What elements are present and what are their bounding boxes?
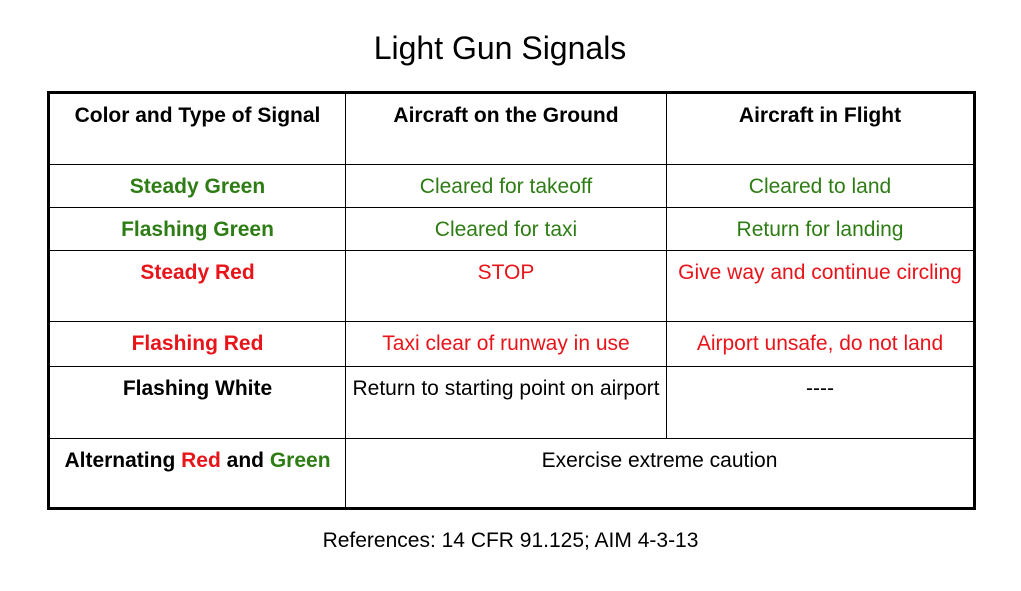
signal-cell: Steady Red bbox=[49, 251, 346, 322]
ground-cell: Cleared for takeoff bbox=[346, 165, 667, 208]
header-signal: Color and Type of Signal bbox=[49, 93, 346, 165]
flight-cell: Return for landing bbox=[667, 208, 975, 251]
signal-cell: Flashing Green bbox=[49, 208, 346, 251]
table-row-steady-green bbox=[49, 165, 975, 208]
table-row-flashing-white bbox=[49, 367, 975, 439]
flight-cell: Give way and continue circling bbox=[667, 251, 975, 322]
ground-cell: Taxi clear of runway in use bbox=[346, 322, 667, 367]
ground-cell: STOP bbox=[346, 251, 667, 322]
combined-cell: Exercise extreme caution bbox=[346, 439, 975, 509]
signal-cell: Flashing Red bbox=[49, 322, 346, 367]
table-row-steady-red bbox=[49, 251, 975, 322]
table-row-flashing-green bbox=[49, 208, 975, 251]
light-gun-signals-table bbox=[47, 91, 976, 510]
signal-text-part: Alternating bbox=[64, 449, 182, 472]
references: References: 14 CFR 91.125; AIM 4-3-13 bbox=[322, 529, 699, 552]
ground-cell: Return to starting point on airport bbox=[346, 367, 667, 439]
page-title: Light Gun Signals bbox=[373, 30, 627, 66]
signal-text-green: Green bbox=[269, 449, 331, 472]
signal-cell: Steady Green bbox=[49, 165, 346, 208]
header-flight: Aircraft in Flight bbox=[667, 93, 975, 165]
flight-cell: Cleared to land bbox=[667, 165, 975, 208]
ground-cell: Cleared for taxi bbox=[346, 208, 667, 251]
signal-cell bbox=[49, 439, 346, 509]
table-row-alternating bbox=[49, 439, 975, 509]
table-header-row bbox=[49, 93, 975, 165]
signal-text-part: and bbox=[220, 449, 270, 472]
flight-cell: Airport unsafe, do not land bbox=[667, 322, 975, 367]
table-row-flashing-red bbox=[49, 322, 975, 367]
signal-cell: Flashing White bbox=[49, 367, 346, 439]
header-ground: Aircraft on the Ground bbox=[346, 93, 667, 165]
flight-cell: ---- bbox=[667, 367, 975, 439]
signal-text-red: Red bbox=[181, 449, 221, 472]
